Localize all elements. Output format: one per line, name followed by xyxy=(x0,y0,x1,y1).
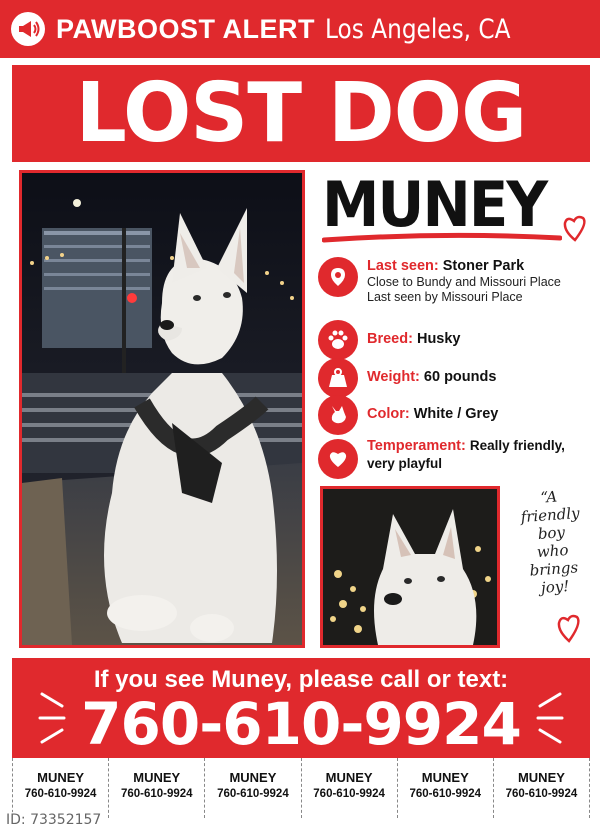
tab-name: MUNEY xyxy=(421,770,469,785)
last-seen-detail-1: Close to Bundy and Missouri Place xyxy=(367,275,561,289)
tab-phone: 760-610-9924 xyxy=(409,788,482,800)
quote-line-2: friendly xyxy=(520,504,581,527)
headline-text: LOST DOG xyxy=(75,66,527,161)
rays-right-icon xyxy=(520,686,570,748)
tab-name: MUNEY xyxy=(37,770,85,785)
lost-dog-flyer xyxy=(4,58,596,834)
contact-banner xyxy=(12,658,590,758)
quote-line-6: joy! xyxy=(540,576,570,597)
rays-left-icon xyxy=(32,686,82,748)
quote-text xyxy=(508,485,595,598)
quote-line-5: brings xyxy=(529,558,579,580)
dog-photo-illustration xyxy=(22,173,302,645)
tab-phone: 760-610-9924 xyxy=(120,788,193,800)
heart-icon xyxy=(318,439,358,479)
temperament-label: Temperament: xyxy=(367,438,466,454)
quote-line-4: who xyxy=(536,540,569,562)
breed-label: Breed: xyxy=(367,331,413,347)
city-name: Los Angeles, CA xyxy=(325,13,511,45)
info-breed xyxy=(318,320,461,360)
tear-tab[interactable] xyxy=(397,758,493,818)
last-seen-detail-2: Last seen by Missouri Place xyxy=(367,290,523,304)
contact-phone[interactable]: 760-610-9924 xyxy=(81,690,521,758)
heart-doodle-icon xyxy=(562,213,588,243)
weight-value: 60 pounds xyxy=(423,369,497,385)
tear-tab[interactable] xyxy=(12,758,108,818)
tab-phone: 760-610-9924 xyxy=(505,788,578,800)
info-color xyxy=(318,395,498,435)
weight-icon xyxy=(318,358,358,398)
name-underline xyxy=(322,230,562,246)
alert-header xyxy=(0,0,600,58)
dog-head-icon xyxy=(318,395,358,435)
temperament-value-2: very playful xyxy=(367,456,443,471)
info-last-seen xyxy=(318,257,561,305)
breed-value: Husky xyxy=(416,331,461,347)
tear-tab[interactable] xyxy=(301,758,397,818)
heart-doodle-icon-2 xyxy=(556,611,582,645)
info-temperament xyxy=(318,439,565,479)
weight-label: Weight: xyxy=(367,369,420,385)
quote-line-3: boy xyxy=(537,523,566,543)
tear-tab[interactable] xyxy=(108,758,204,818)
tab-name: MUNEY xyxy=(133,770,181,785)
tear-off-tabs xyxy=(12,758,590,818)
paw-icon xyxy=(318,320,358,360)
info-weight xyxy=(318,358,496,398)
tab-phone: 760-610-9924 xyxy=(217,788,289,800)
dog-photo-closeup xyxy=(320,486,500,648)
headline-banner xyxy=(12,65,590,162)
location-pin-icon xyxy=(318,257,358,297)
dog-photo-main xyxy=(19,170,305,648)
color-value: White / Grey xyxy=(413,406,499,422)
dog-closeup-illustration xyxy=(323,489,497,645)
temperament-value: Really friendly, xyxy=(469,438,565,453)
tab-name: MUNEY xyxy=(229,770,277,785)
quote-line-1: “A xyxy=(539,487,558,507)
tear-tab[interactable] xyxy=(493,758,590,818)
last-seen-label: Last seen: xyxy=(367,258,439,274)
last-seen-value: Stoner Park xyxy=(442,258,525,274)
megaphone-icon xyxy=(10,11,46,47)
alert-id: ID: 73352157 xyxy=(6,812,102,828)
tab-phone: 760-610-9924 xyxy=(313,788,385,800)
dog-name: MUNEY xyxy=(322,168,547,241)
tear-tab[interactable] xyxy=(204,758,300,818)
tab-phone: 760-610-9924 xyxy=(24,788,97,800)
call-instruction: If you see Muney, please call or text: xyxy=(93,666,509,693)
tab-name: MUNEY xyxy=(325,770,373,785)
brand-name: PAWBOOST ALERT xyxy=(56,13,315,44)
color-label: Color: xyxy=(367,406,410,422)
tab-name: MUNEY xyxy=(517,770,565,785)
